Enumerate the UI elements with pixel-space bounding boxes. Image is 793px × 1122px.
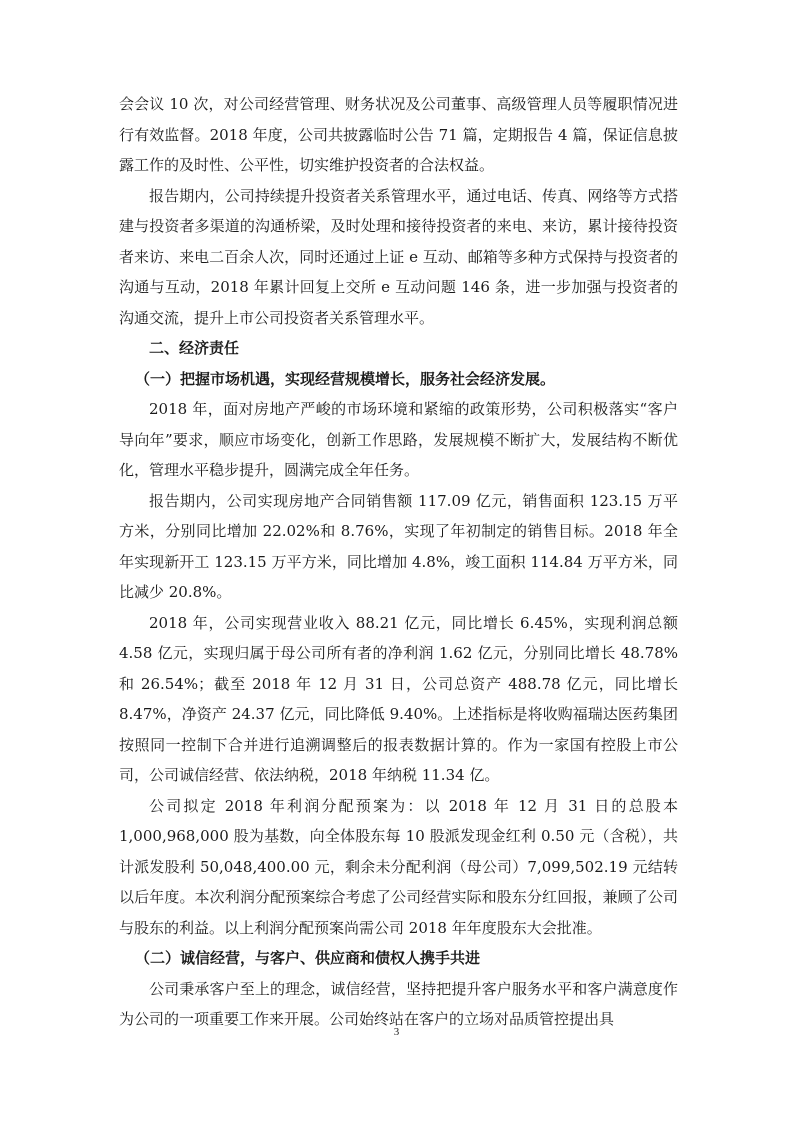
subsection-heading-integrity: （二）诚信经营，与客户、供应商和债权人携手共进 bbox=[135, 949, 481, 967]
subsection-heading-market-opportunity: （一）把握市场机遇，实现经营规模增长，服务社会经济发展。 bbox=[135, 369, 556, 388]
paragraph-sales-results: 报告期内，公司实现房地产合同销售额 117.09 亿元，销售面积 123.15 万平方米，分别同比增加 22.02%和 8.76%，实现了年初制定的销售目标。2018 年全年实现新开工 123.15 万平方米，同比增加 4.8%，竣工面积 114.84 万平方米，同比减少 20.8%。 bbox=[119, 491, 678, 601]
page-body bbox=[119, 89, 678, 1035]
paragraph-profit-distribution: 公司拟定 2018 年利润分配预案为：以 2018 年 12 月 31 日的总股本 1,000,968,000 股为基数，向全体股东每 10 股派发现金红利 0.50 元（含税），共计派发股利 50,048,400.00 元，剩余未分配利润（母公司）7,099,502.19 元结转以后年度。本次利润分配预案综合考虑了公司经营实际和股东分红回报，兼顾了公司与股东的利益。以上利润分配预案尚需公司 2018 年年度股东大会批准。 bbox=[119, 796, 678, 937]
paragraph-investor-relations: 报告期内，公司持续提升投资者关系管理水平，通过电话、传真、网络等方式搭建与投资者多渠道的沟通桥梁，及时处理和接待投资者的来电、来访，累计接待投资者来访、来电二百余人次，同时还通过上证 e 互动、邮箱等多种方式保持与投资者的沟通与互动，2018 年累计回复上交所 e 互动问题 146 条，进一步加强与投资者的沟通交流，提升上市公司投资者关系管理水平。 bbox=[119, 186, 678, 327]
paragraph-supervision: 会会议 10 次，对公司经营管理、财务状况及公司董事、高级管理人员等履职情况进行有效监督。2018 年度，公司共披露临时公告 71 篇，定期报告 4 篇，保证信息披露工作的及时性、公平性，切实维护投资者的合法权益。 bbox=[119, 95, 678, 174]
paragraph-2018-overview: 2018 年，面对房地产严峻的市场环境和紧缩的政策形势，公司积极落实“客户导向年”要求，顺应市场变化，创新工作思路，发展规模不断扩大，发展结构不断优化，管理水平稳步提升，圆满完成全年任务。 bbox=[119, 400, 678, 479]
page-number: 3 bbox=[393, 1026, 400, 1038]
section-heading-economic-responsibility: 二、经济责任 bbox=[149, 339, 240, 357]
paragraph-customer-first: 公司秉承客户至上的理念，诚信经营，坚持把提升客户服务水平和客户满意度作为公司的一项重要工作来开展。公司始终站在客户的立场对品质管控提出具 bbox=[119, 979, 678, 1028]
paragraph-financial-results: 2018 年，公司实现营业收入 88.21 亿元，同比增长 6.45%，实现利润总额 4.58 亿元，实现归属于母公司所有者的净利润 1.62 亿元，分别同比增长 48.78%和 26.54%；截至 2018 年 12 月 31 日，公司总资产 488.78 亿元，同比增长 8.47%，净资产 24.37 亿元，同比降低 9.40%。上述指标是将收购福瑞达医药集团按照同一控制下合并进行追溯调整后的报表数据计算的。作为一家国有控股上市公司，公司诚信经营、依法纳税，2018 年纳税 11.34 亿。 bbox=[119, 613, 678, 784]
